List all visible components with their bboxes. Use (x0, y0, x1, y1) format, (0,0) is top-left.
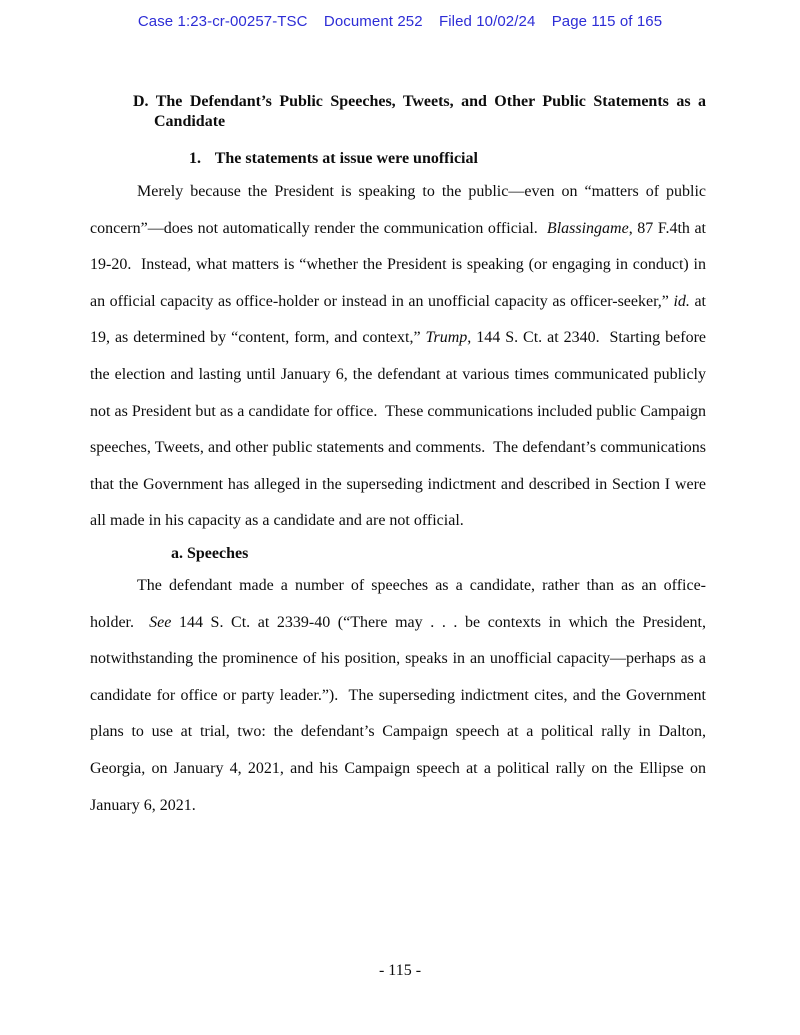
section-heading-d-title: The Defendant’s Public Speeches, Tweets, and Other Public Statements as a Candidate (154, 93, 706, 130)
case-number: Case 1:23-cr-00257-TSC (137, 13, 308, 30)
paragraph-speeches: The defendant made a number of speeches as a candidate, rather than as an office-holder. See 144 S. Ct. at 2339-40 (“There may . . . be contexts in which the President, notwithstanding the prominence of his position, speaks in an unofficial capacity—perhaps as a candidate for office or party leader.”). The superseding indictment cites, and the Government plans to use at trial, two: the defendant’s Campaign speech at a political rally in Dalton, Georgia, on January 4, 2021, and his Campaign speech at a political rally on the Ellipse on January 6, 2021. (90, 576, 706, 814)
ecf-case-stamp (0, 13, 800, 30)
document-number: Document 252 (323, 13, 423, 30)
section-heading-d (133, 92, 706, 132)
subsection-heading-1-label: 1. (189, 150, 201, 167)
subsection-heading-a-label: a. (171, 544, 183, 562)
page-of-count: Page 115 of 165 (551, 13, 663, 30)
document-body (90, 92, 706, 824)
section-heading-d-label: D. (133, 93, 149, 110)
subsection-heading-1-title: The statements at issue were unofficial (214, 150, 478, 167)
paragraph-statements-unofficial: Merely because the President is speaking to the public—even on “matters of public concern”—does not automatically render the communication official. Blassingame, 87 F.4th at 19-20. Instead, what matters is “whether the President is speaking (or engaging in conduct) in an official capacity as office-holder or instead in an unofficial capacity as officer-seeker,” id. at 19, as determined by “content, form, and context,” Trump, 144 S. Ct. at 2340. Starting before the election and lasting until January 6, the defendant at various times communicated publicly not as President but as a candidate for office. These communications included public Campaign speeches, Tweets, and other public statements and comments. The defendant’s communications that the Government has alleged in the superseding indictment and described in Section I were all made in his capacity as a candidate and are not official. (90, 183, 707, 530)
subsection-heading-a (171, 540, 706, 568)
subsection-heading-a-title: Speeches (187, 544, 249, 562)
subsection-heading-1 (189, 149, 706, 169)
filed-date: Filed 10/02/24 (438, 13, 536, 30)
page-number-footer: - 115 - (378, 962, 422, 979)
